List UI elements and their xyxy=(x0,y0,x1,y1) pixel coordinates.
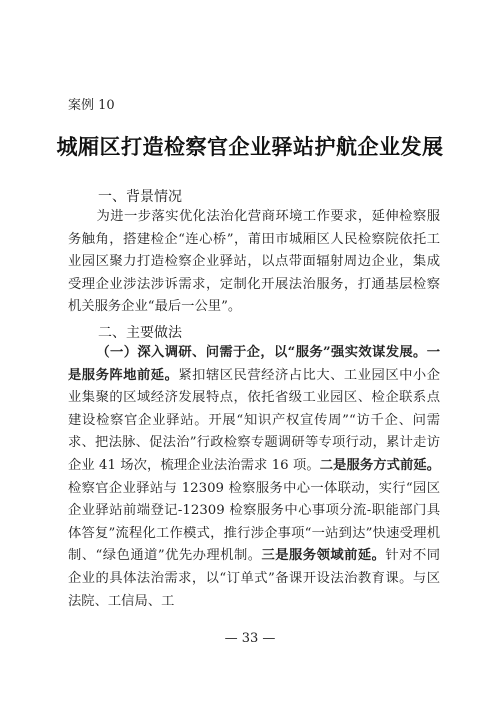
page-title: 城厢区打造检察官企业驿站护航企业发展 xyxy=(56,134,444,159)
point-3-text: 针对不同企业的具体法治需求，以“订单式”备课开设法治教育课。与区法院、工信局、工 xyxy=(68,548,441,609)
background-text: 为进一步落实优化法治化营商环境工作要求，延伸检察服务触角，搭建检企“连心桥”，莆田市城厢区人民检察院依托工业园区聚力打造检察企业驿站，以点带面辐射周边企业，集成受理企业涉法涉诉需求，定制化开展法治服务，打通基层检察机关服务企业“最后一公里”。 xyxy=(68,209,440,315)
point-2-label: 二是服务方式前延。 xyxy=(319,457,441,473)
point-1-text: 紧扣辖区民营经济占比大、工业园区中小企业集聚的区域经济发展特点，依托省级工业园区、检企联系点建设检察官企业驿站。开展“知识产权宣传周”“访千企、问需求、把法脉、促法治”行政检察专题调研等专项行动，累计走访企业 41 场次，梳理企业法治需求 16 项。 xyxy=(68,367,441,473)
subsection-heading: （一）深入调研、问需于企，以“服务”强实效谋发展。 xyxy=(96,345,427,360)
background-paragraph xyxy=(68,206,440,319)
section-heading-practices: 二、主要做法 xyxy=(98,325,182,341)
point-1-label: 一是服务阵地前延。 xyxy=(68,345,440,383)
case-label: 案例 10 xyxy=(68,98,115,113)
point-3-label: 三是服务领域前延。 xyxy=(261,548,386,564)
point-2-text: 检察官企业驿站与 12309 检察服务中心一体联动，实行“园区企业驿站前端登记-12309 检察服务中心事项分流-职能部门具体答复”流程化工作模式，推行涉企事项“一站到达”快速受理机制、“绿色通道”优先办理机制。 xyxy=(68,480,440,564)
section-heading-background: 一、背景情况 xyxy=(98,189,182,205)
practices-paragraph xyxy=(68,342,440,613)
page-number: — 33 — xyxy=(224,631,276,646)
